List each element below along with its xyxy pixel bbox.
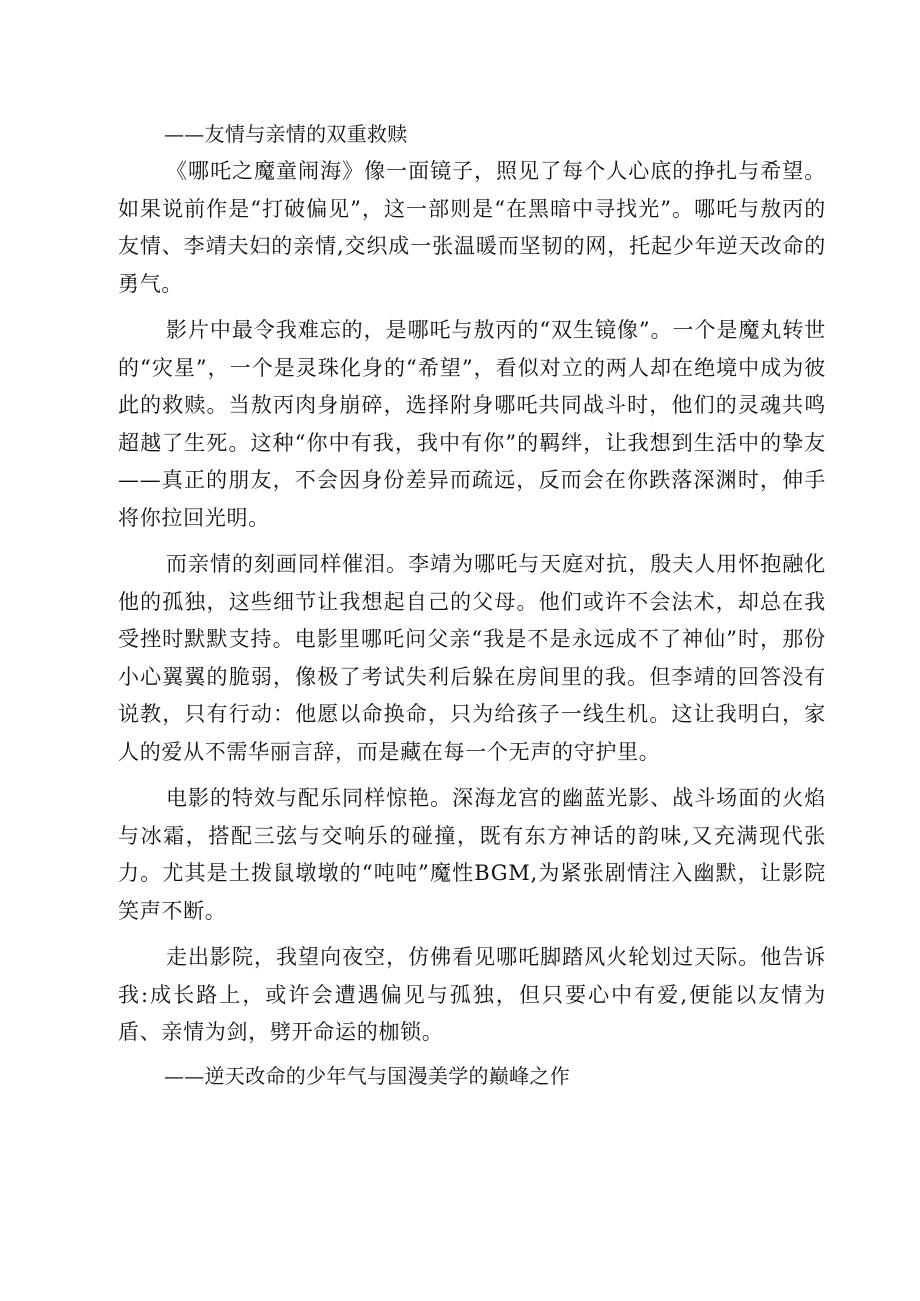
document-body bbox=[118, 116, 826, 1095]
paragraph-effects: 电影的特效与配乐同样惊艳。深海龙宫的幽蓝光影、战斗场面的火焰与冰霜，搭配三弦与交响乐的碰撞，既有东方神话的韵味,又充满现代张力。尤其是土拨鼠墩墩的“吨吨”魔性BGM,为紧张剧情注入幽默，让影院笑声不断。 bbox=[118, 786, 826, 923]
paragraph-intro: 《哪吒之魔童闹海》像一面镜子，照见了每个人心底的挣扎与希望。如果说前作是“打破偏见”，这一部则是“在黑暗中寻找光”。哪吒与敖丙的友情、李靖夫妇的亲情,交织成一张温暖而坚韧的网，托起少年逆天改命的勇气。 bbox=[118, 159, 826, 296]
section-subtitle-top: ——友情与亲情的双重救赎 bbox=[164, 122, 408, 146]
paragraph-friendship: 影片中最令我难忘的，是哪吒与敖丙的“双生镜像”。一个是魔丸转世的“灾星”，一个是灵珠化身的“希望”，看似对立的两人却在绝境中成为彼此的救赎。当敖丙肉身崩碎，选择附身哪吒共同战斗时，他们的灵魂共鸣超越了生死。这种“你中有我，我中有你”的羁绊，让我想到生活中的挚友——真正的朋友，不会因身份差异而疏远，反而会在你跌落深渊时，伸手将你拉回光明。 bbox=[118, 318, 826, 530]
section-subtitle-bottom: ——逆天改命的少年气与国漫美学的巅峰之作 bbox=[164, 1063, 570, 1088]
paragraph-conclusion: 走出影院，我望向夜空，仿佛看见哪吒脚踏风火轮划过天际。他告诉我:成长路上，或许会遭遇偏见与孤独，但只要心中有爱,便能以友情为盾、亲情为剑，劈开命运的枷锁。 bbox=[118, 945, 826, 1044]
paragraph-family: 而亲情的刻画同样催泪。李靖为哪吒与天庭对抗，殷夫人用怀抱融化他的孤独，这些细节让我想起自己的父母。他们或许不会法术，却总在我受挫时默默支持。电影里哪吒问父亲“我是不是永远成不了神仙”时，那份小心翼翼的脆弱，像极了考试失利后躲在房间里的我。但李靖的回答没有说教，只有行动：他愿以命换命，只为给孩子一线生机。这让我明白，家人的爱从不需华丽言辞，而是藏在每一个无声的守护里。 bbox=[118, 552, 826, 764]
